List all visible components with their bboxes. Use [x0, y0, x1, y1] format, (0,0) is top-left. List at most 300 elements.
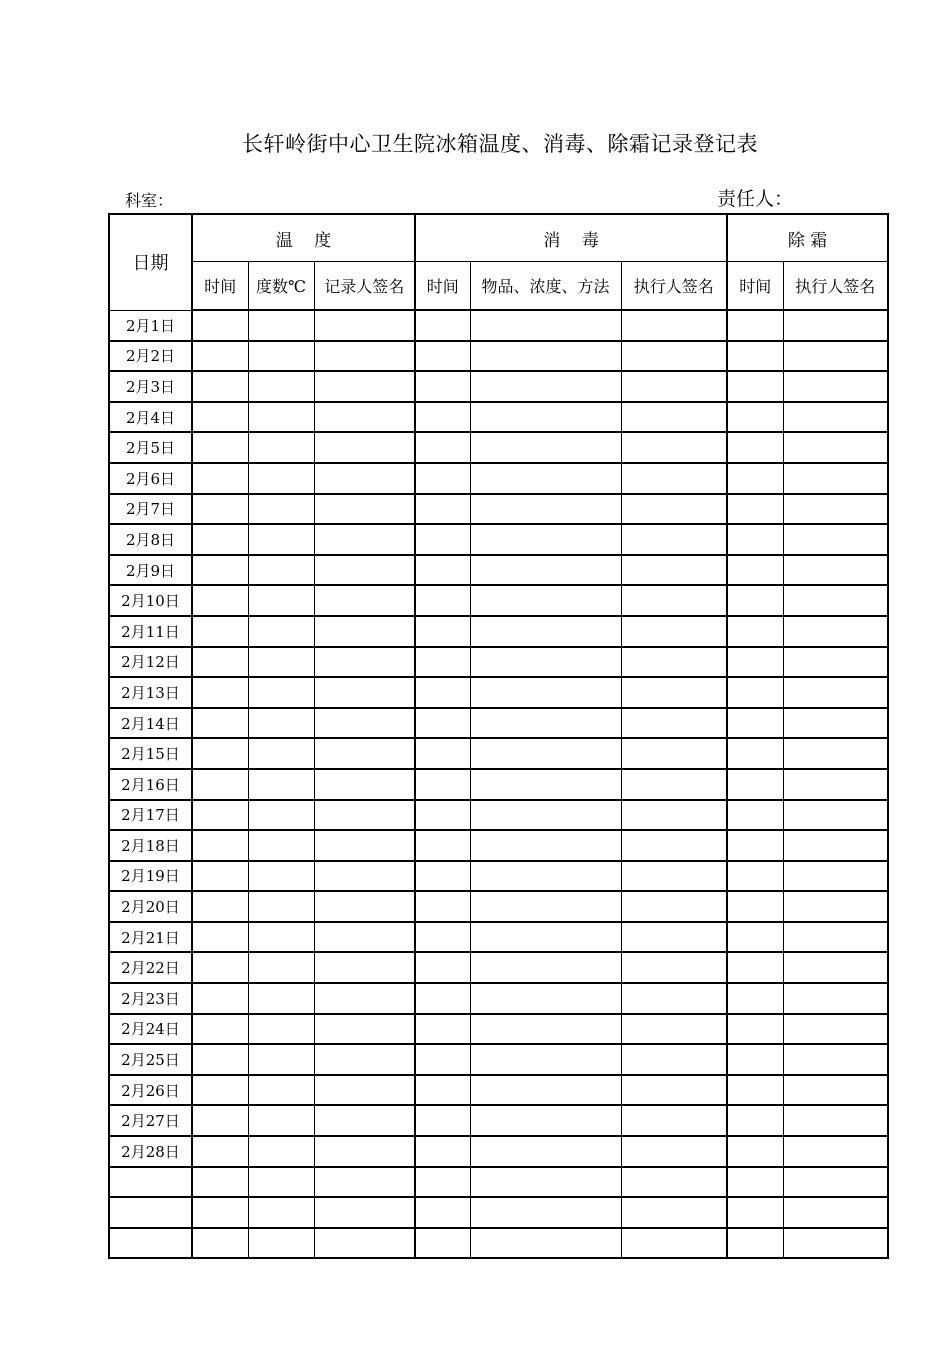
temp-degree-cell[interactable]	[248, 1075, 314, 1106]
temp-time-cell[interactable]	[192, 371, 248, 402]
temp-time-cell[interactable]	[192, 769, 248, 800]
disinfection-item-cell[interactable]	[470, 922, 621, 953]
disinfection-time-cell[interactable]	[415, 341, 470, 372]
temp-time-header: 时间	[192, 262, 248, 311]
temp-degree-cell[interactable]	[248, 647, 314, 678]
temp-recorder-cell[interactable]	[314, 1167, 415, 1198]
temp-degree-cell[interactable]	[248, 432, 314, 463]
date-cell: 2月23日	[109, 983, 192, 1014]
date-cell: 2月2日	[109, 341, 192, 372]
department-label: 科室：	[125, 191, 174, 210]
temp-recorder-cell[interactable]	[314, 922, 415, 953]
temp-time-cell[interactable]	[192, 432, 248, 463]
disinfection-time-cell[interactable]	[415, 1197, 470, 1228]
defrost-executor-cell[interactable]	[783, 1167, 888, 1198]
defrost-executor-cell[interactable]	[783, 677, 888, 708]
disinfection-time-cell[interactable]	[415, 494, 470, 525]
disinfection-executor-cell[interactable]	[621, 952, 727, 983]
date-cell: 2月18日	[109, 830, 192, 861]
defrost-executor-cell[interactable]	[783, 1136, 888, 1167]
defrost-time-cell[interactable]	[727, 402, 783, 433]
disinfection-executor-cell[interactable]	[621, 647, 727, 678]
defrost-time-cell[interactable]	[727, 830, 783, 861]
temp-recorder-cell[interactable]	[314, 708, 415, 739]
temp-degree-cell[interactable]	[248, 310, 314, 341]
defrost-time-cell[interactable]	[727, 494, 783, 525]
temp-time-cell[interactable]	[192, 922, 248, 953]
page-title: 长轩岭街中心卫生院冰箱温度、消毒、除霜记录登记表	[242, 132, 758, 156]
defrost-group-header: 除 霜	[727, 214, 888, 262]
temp-degree-cell[interactable]	[248, 1044, 314, 1075]
temp-degree-cell[interactable]	[248, 738, 314, 769]
defrost-executor-cell[interactable]	[783, 800, 888, 831]
defrost-executor-cell[interactable]	[783, 1105, 888, 1136]
defrost-executor-cell[interactable]	[783, 432, 888, 463]
disinfection-time-header: 时间	[415, 262, 470, 311]
disinfection-time-cell[interactable]	[415, 432, 470, 463]
defrost-time-cell[interactable]	[727, 708, 783, 739]
defrost-time-cell[interactable]	[727, 1014, 783, 1045]
defrost-executor-cell[interactable]	[783, 1075, 888, 1106]
temp-recorder-cell[interactable]	[314, 861, 415, 892]
temp-time-cell[interactable]	[192, 952, 248, 983]
disinfection-item-cell[interactable]	[470, 1228, 621, 1259]
disinfection-executor-cell[interactable]	[621, 708, 727, 739]
defrost-executor-cell[interactable]	[783, 524, 888, 555]
disinfection-time-cell[interactable]	[415, 1228, 470, 1259]
defrost-time-header: 时间	[727, 262, 783, 311]
temp-recorder-cell[interactable]	[314, 1014, 415, 1045]
date-cell: 2月3日	[109, 371, 192, 402]
date-cell: 2月8日	[109, 524, 192, 555]
defrost-executor-cell[interactable]	[783, 952, 888, 983]
disinfection-time-cell[interactable]	[415, 1044, 470, 1075]
table-row	[109, 830, 888, 861]
temp-time-cell[interactable]	[192, 830, 248, 861]
defrost-executor-cell[interactable]	[783, 891, 888, 922]
temp-time-cell[interactable]	[192, 463, 248, 494]
table-row	[109, 861, 888, 892]
temp-recorder-header: 记录人签名	[314, 262, 415, 311]
temp-time-cell[interactable]	[192, 861, 248, 892]
record-table-body	[109, 310, 888, 1258]
table-row	[109, 524, 888, 555]
disinfection-time-cell[interactable]	[415, 1105, 470, 1136]
temp-time-cell[interactable]	[192, 1105, 248, 1136]
defrost-time-cell[interactable]	[727, 738, 783, 769]
defrost-time-cell[interactable]	[727, 1105, 783, 1136]
disinfection-item-cell[interactable]	[470, 463, 621, 494]
temp-time-cell[interactable]	[192, 647, 248, 678]
temp-recorder-cell[interactable]	[314, 1105, 415, 1136]
temp-degree-cell[interactable]	[248, 494, 314, 525]
defrost-executor-header: 执行人签名	[783, 262, 888, 311]
disinfection-time-cell[interactable]	[415, 769, 470, 800]
defrost-time-cell[interactable]	[727, 1136, 783, 1167]
disinfection-time-cell[interactable]	[415, 616, 470, 647]
defrost-time-cell[interactable]	[727, 922, 783, 953]
temp-time-cell[interactable]	[192, 800, 248, 831]
disinfection-item-cell[interactable]	[470, 861, 621, 892]
temp-time-cell[interactable]	[192, 310, 248, 341]
defrost-time-cell[interactable]	[727, 341, 783, 372]
temp-recorder-cell[interactable]	[314, 647, 415, 678]
disinfection-time-cell[interactable]	[415, 310, 470, 341]
date-cell: 2月7日	[109, 494, 192, 525]
defrost-executor-cell[interactable]	[783, 1014, 888, 1045]
defrost-time-cell[interactable]	[727, 769, 783, 800]
temp-degree-cell[interactable]	[248, 402, 314, 433]
temp-time-cell[interactable]	[192, 402, 248, 433]
temp-time-cell[interactable]	[192, 738, 248, 769]
disinfection-executor-cell[interactable]	[621, 463, 727, 494]
temp-time-cell[interactable]	[192, 677, 248, 708]
disinfection-time-cell[interactable]	[415, 555, 470, 586]
disinfection-executor-cell[interactable]	[621, 983, 727, 1014]
disinfection-item-cell[interactable]	[470, 494, 621, 525]
temp-time-cell[interactable]	[192, 341, 248, 372]
temp-time-cell[interactable]	[192, 1228, 248, 1259]
disinfection-item-cell[interactable]	[470, 800, 621, 831]
temp-recorder-cell[interactable]	[314, 555, 415, 586]
disinfection-executor-cell[interactable]	[621, 432, 727, 463]
disinfection-time-cell[interactable]	[415, 983, 470, 1014]
disinfection-item-cell[interactable]	[470, 402, 621, 433]
date-cell: 2月21日	[109, 922, 192, 953]
defrost-time-cell[interactable]	[727, 952, 783, 983]
defrost-time-cell[interactable]	[727, 983, 783, 1014]
disinfection-executor-cell[interactable]	[621, 769, 727, 800]
disinfection-item-cell[interactable]	[470, 432, 621, 463]
defrost-executor-cell[interactable]	[783, 708, 888, 739]
temp-recorder-cell[interactable]	[314, 310, 415, 341]
defrost-time-cell[interactable]	[727, 1075, 783, 1106]
temp-degree-cell[interactable]	[248, 891, 314, 922]
defrost-executor-cell[interactable]	[783, 555, 888, 586]
disinfection-time-cell[interactable]	[415, 922, 470, 953]
defrost-executor-cell[interactable]	[783, 769, 888, 800]
disinfection-time-cell[interactable]	[415, 647, 470, 678]
disinfection-time-cell[interactable]	[415, 677, 470, 708]
disinfection-executor-cell[interactable]	[621, 800, 727, 831]
defrost-executor-cell[interactable]	[783, 1228, 888, 1259]
disinfection-item-cell[interactable]	[470, 371, 621, 402]
date-cell: 2月6日	[109, 463, 192, 494]
disinfection-item-cell[interactable]	[470, 830, 621, 861]
defrost-executor-cell[interactable]	[783, 371, 888, 402]
temp-time-cell[interactable]	[192, 1197, 248, 1228]
temp-recorder-cell[interactable]	[314, 341, 415, 372]
temp-recorder-cell[interactable]	[314, 800, 415, 831]
temp-degree-cell[interactable]	[248, 983, 314, 1014]
disinfection-executor-cell[interactable]	[621, 310, 727, 341]
defrost-time-cell[interactable]	[727, 677, 783, 708]
defrost-time-cell[interactable]	[727, 800, 783, 831]
date-cell: 2月26日	[109, 1075, 192, 1106]
disinfection-time-cell[interactable]	[415, 1075, 470, 1106]
temp-recorder-cell[interactable]	[314, 738, 415, 769]
temp-recorder-cell[interactable]	[314, 1197, 415, 1228]
temp-time-cell[interactable]	[192, 494, 248, 525]
temp-recorder-cell[interactable]	[314, 1075, 415, 1106]
defrost-executor-cell[interactable]	[783, 463, 888, 494]
temperature-group-header: 温 度	[192, 214, 415, 262]
date-cell: 2月10日	[109, 585, 192, 616]
disinfection-executor-cell[interactable]	[621, 1105, 727, 1136]
temp-degree-cell[interactable]	[248, 1105, 314, 1136]
defrost-time-cell[interactable]	[727, 371, 783, 402]
table-row	[109, 1044, 888, 1075]
temp-recorder-cell[interactable]	[314, 891, 415, 922]
disinfection-item-cell[interactable]	[470, 1044, 621, 1075]
disinfection-executor-cell[interactable]	[621, 1136, 727, 1167]
disinfection-executor-cell[interactable]	[621, 1228, 727, 1259]
disinfection-time-cell[interactable]	[415, 708, 470, 739]
temp-recorder-cell[interactable]	[314, 677, 415, 708]
temp-degree-cell[interactable]	[248, 800, 314, 831]
table-row	[109, 769, 888, 800]
date-cell: 2月12日	[109, 647, 192, 678]
disinfection-time-cell[interactable]	[415, 1136, 470, 1167]
temp-degree-cell[interactable]	[248, 341, 314, 372]
defrost-time-cell[interactable]	[727, 616, 783, 647]
table-row	[109, 677, 888, 708]
disinfection-item-cell[interactable]	[470, 1075, 621, 1106]
disinfection-time-cell[interactable]	[415, 952, 470, 983]
disinfection-executor-cell[interactable]	[621, 677, 727, 708]
defrost-time-cell[interactable]	[727, 463, 783, 494]
defrost-executor-cell[interactable]	[783, 861, 888, 892]
disinfection-time-cell[interactable]	[415, 800, 470, 831]
temp-degree-cell[interactable]	[248, 616, 314, 647]
disinfection-executor-cell[interactable]	[621, 371, 727, 402]
table-row	[109, 1228, 888, 1259]
date-column-header: 日期	[109, 214, 192, 310]
defrost-executor-cell[interactable]	[783, 647, 888, 678]
temp-degree-cell[interactable]	[248, 952, 314, 983]
defrost-time-cell[interactable]	[727, 1044, 783, 1075]
defrost-executor-cell[interactable]	[783, 738, 888, 769]
disinfection-time-cell[interactable]	[415, 861, 470, 892]
disinfection-item-cell[interactable]	[470, 738, 621, 769]
temp-degree-cell[interactable]	[248, 861, 314, 892]
disinfection-time-cell[interactable]	[415, 371, 470, 402]
disinfection-item-cell[interactable]	[470, 647, 621, 678]
disinfection-executor-cell[interactable]	[621, 891, 727, 922]
temp-degree-cell[interactable]	[248, 463, 314, 494]
date-cell: 2月5日	[109, 432, 192, 463]
date-cell: 2月11日	[109, 616, 192, 647]
date-cell: 2月28日	[109, 1136, 192, 1167]
temp-recorder-cell[interactable]	[314, 494, 415, 525]
temp-time-cell[interactable]	[192, 555, 248, 586]
temp-recorder-cell[interactable]	[314, 1136, 415, 1167]
defrost-time-cell[interactable]	[727, 432, 783, 463]
disinfection-time-cell[interactable]	[415, 585, 470, 616]
date-cell: 2月20日	[109, 891, 192, 922]
disinfection-time-cell[interactable]	[415, 1167, 470, 1198]
defrost-executor-cell[interactable]	[783, 585, 888, 616]
disinfection-executor-cell[interactable]	[621, 1014, 727, 1045]
disinfection-item-cell[interactable]	[470, 983, 621, 1014]
defrost-executor-cell[interactable]	[783, 616, 888, 647]
temp-recorder-cell[interactable]	[314, 402, 415, 433]
temp-recorder-cell[interactable]	[314, 1044, 415, 1075]
table-row	[109, 1014, 888, 1045]
temp-time-cell[interactable]	[192, 708, 248, 739]
temp-recorder-cell[interactable]	[314, 983, 415, 1014]
disinfection-time-cell[interactable]	[415, 738, 470, 769]
disinfection-executor-cell[interactable]	[621, 922, 727, 953]
disinfection-time-cell[interactable]	[415, 524, 470, 555]
table-row	[109, 341, 888, 372]
disinfection-executor-header: 执行人签名	[621, 262, 727, 311]
temp-recorder-cell[interactable]	[314, 830, 415, 861]
temp-degree-cell[interactable]	[248, 524, 314, 555]
temp-degree-cell[interactable]	[248, 922, 314, 953]
temp-degree-cell[interactable]	[248, 1167, 314, 1198]
temp-time-cell[interactable]	[192, 524, 248, 555]
disinfection-executor-cell[interactable]	[621, 830, 727, 861]
defrost-executor-cell[interactable]	[783, 922, 888, 953]
disinfection-item-cell[interactable]	[470, 616, 621, 647]
defrost-executor-cell[interactable]	[783, 983, 888, 1014]
disinfection-item-cell[interactable]	[470, 1167, 621, 1198]
defrost-time-cell[interactable]	[727, 891, 783, 922]
defrost-time-cell[interactable]	[727, 861, 783, 892]
disinfection-time-cell[interactable]	[415, 463, 470, 494]
date-cell: 2月25日	[109, 1044, 192, 1075]
table-row	[109, 952, 888, 983]
temp-recorder-cell[interactable]	[314, 463, 415, 494]
defrost-time-cell[interactable]	[727, 310, 783, 341]
disinfection-item-cell[interactable]	[470, 524, 621, 555]
disinfection-item-cell[interactable]	[470, 708, 621, 739]
defrost-executor-cell[interactable]	[783, 1197, 888, 1228]
disinfection-time-cell[interactable]	[415, 1014, 470, 1045]
disinfection-item-cell[interactable]	[470, 1105, 621, 1136]
temp-time-cell[interactable]	[192, 1044, 248, 1075]
temp-degree-cell[interactable]	[248, 1197, 314, 1228]
disinfection-executor-cell[interactable]	[621, 1044, 727, 1075]
disinfection-executor-cell[interactable]	[621, 738, 727, 769]
temp-degree-cell[interactable]	[248, 1136, 314, 1167]
disinfection-group-header: 消 毒	[415, 214, 727, 262]
temp-recorder-cell[interactable]	[314, 616, 415, 647]
defrost-executor-cell[interactable]	[783, 341, 888, 372]
disinfection-item-cell[interactable]	[470, 585, 621, 616]
disinfection-executor-cell[interactable]	[621, 861, 727, 892]
defrost-executor-cell[interactable]	[783, 1044, 888, 1075]
table-row	[109, 922, 888, 953]
defrost-time-cell[interactable]	[727, 1167, 783, 1198]
disinfection-executor-cell[interactable]	[621, 494, 727, 525]
table-row	[109, 585, 888, 616]
defrost-time-cell[interactable]	[727, 585, 783, 616]
temp-recorder-cell[interactable]	[314, 432, 415, 463]
temp-recorder-cell[interactable]	[314, 769, 415, 800]
disinfection-executor-cell[interactable]	[621, 402, 727, 433]
disinfection-executor-cell[interactable]	[621, 1167, 727, 1198]
disinfection-item-cell[interactable]	[470, 555, 621, 586]
table-row	[109, 616, 888, 647]
date-cell: 2月15日	[109, 738, 192, 769]
temp-degree-header: 度数℃	[248, 262, 314, 311]
temp-time-cell[interactable]	[192, 891, 248, 922]
table-row	[109, 738, 888, 769]
disinfection-item-cell[interactable]	[470, 310, 621, 341]
temp-time-cell[interactable]	[192, 1136, 248, 1167]
table-row	[109, 463, 888, 494]
disinfection-item-cell[interactable]	[470, 1197, 621, 1228]
temp-time-cell[interactable]	[192, 983, 248, 1014]
date-cell: 2月17日	[109, 800, 192, 831]
disinfection-time-cell[interactable]	[415, 402, 470, 433]
temp-degree-cell[interactable]	[248, 769, 314, 800]
temp-degree-cell[interactable]	[248, 371, 314, 402]
disinfection-item-cell[interactable]	[470, 769, 621, 800]
disinfection-item-cell[interactable]	[470, 891, 621, 922]
defrost-time-cell[interactable]	[727, 647, 783, 678]
temp-degree-cell[interactable]	[248, 830, 314, 861]
temp-time-cell[interactable]	[192, 1075, 248, 1106]
disinfection-executor-cell[interactable]	[621, 555, 727, 586]
disinfection-item-cell[interactable]	[470, 1136, 621, 1167]
date-cell: 2月4日	[109, 402, 192, 433]
defrost-executor-cell[interactable]	[783, 830, 888, 861]
date-cell: 2月22日	[109, 952, 192, 983]
disinfection-item-cell[interactable]	[470, 341, 621, 372]
temp-recorder-cell[interactable]	[314, 371, 415, 402]
defrost-time-cell[interactable]	[727, 1197, 783, 1228]
disinfection-executor-cell[interactable]	[621, 585, 727, 616]
temp-time-cell[interactable]	[192, 616, 248, 647]
temp-time-cell[interactable]	[192, 1167, 248, 1198]
temp-degree-cell[interactable]	[248, 677, 314, 708]
defrost-executor-cell[interactable]	[783, 494, 888, 525]
disinfection-executor-cell[interactable]	[621, 1197, 727, 1228]
temp-recorder-cell[interactable]	[314, 1228, 415, 1259]
temp-degree-cell[interactable]	[248, 1228, 314, 1259]
temp-degree-cell[interactable]	[248, 555, 314, 586]
disinfection-item-cell[interactable]	[470, 952, 621, 983]
temp-degree-cell[interactable]	[248, 1014, 314, 1045]
temp-recorder-cell[interactable]	[314, 585, 415, 616]
temp-degree-cell[interactable]	[248, 585, 314, 616]
date-cell: 2月19日	[109, 861, 192, 892]
temp-time-cell[interactable]	[192, 1014, 248, 1045]
disinfection-time-cell[interactable]	[415, 891, 470, 922]
disinfection-item-cell[interactable]	[470, 677, 621, 708]
temp-recorder-cell[interactable]	[314, 952, 415, 983]
date-cell: 2月13日	[109, 677, 192, 708]
disinfection-executor-cell[interactable]	[621, 341, 727, 372]
defrost-time-cell[interactable]	[727, 1228, 783, 1259]
table-row	[109, 983, 888, 1014]
disinfection-executor-cell[interactable]	[621, 1075, 727, 1106]
defrost-time-cell[interactable]	[727, 524, 783, 555]
disinfection-item-cell[interactable]	[470, 1014, 621, 1045]
disinfection-executor-cell[interactable]	[621, 616, 727, 647]
defrost-time-cell[interactable]	[727, 555, 783, 586]
temp-recorder-cell[interactable]	[314, 524, 415, 555]
temp-time-cell[interactable]	[192, 585, 248, 616]
disinfection-time-cell[interactable]	[415, 830, 470, 861]
temp-degree-cell[interactable]	[248, 708, 314, 739]
defrost-executor-cell[interactable]	[783, 310, 888, 341]
disinfection-executor-cell[interactable]	[621, 524, 727, 555]
defrost-executor-cell[interactable]	[783, 402, 888, 433]
